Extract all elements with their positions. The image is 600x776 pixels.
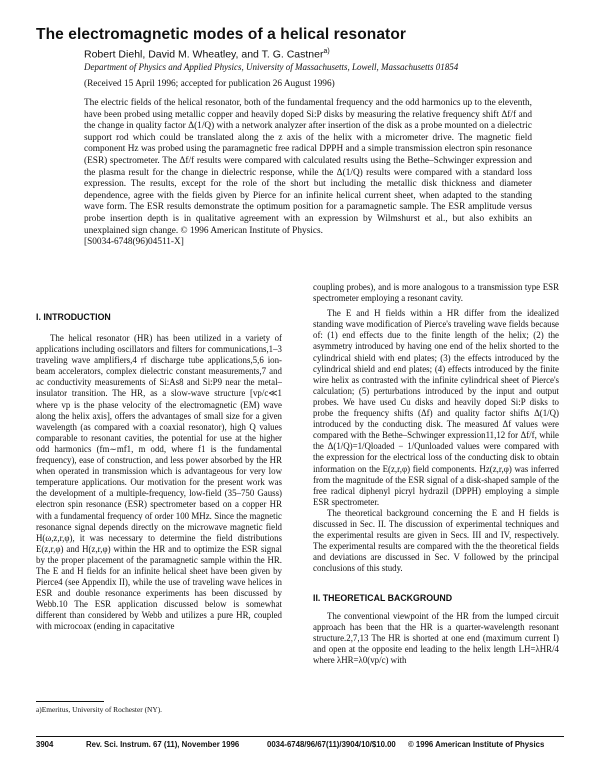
intro-paragraph-fields: The E and H fields within a HR differ from the idealized standing wave modification of Pierce's traveling wave fields because of: (1) end effects due to the finite length of the helix; (2) the asymmetry introduced by having one end of the helix shorted to the cylindrical shield with end plates; (3) the effects introduced by the cylindrical shield and end plates; (4) effects introduced by the finite wire helix as contrasted with the infinite cylindrical sheet of Pierce's calculation; (5) perturbations introduced by the input and output probes. We have used Cu disks and heavily doped Si:P disks to probe the frequency shifts (Δf) and quality factor shifts Δ(1/Q) introduced by the conducting disk. The measured Δf values were compared with the Bethe–Schwinger expression11,12 for Δf/f, while the Δ(1/Q)=1/Qloaded − 1/Qunloaded values were compared with the expression for the electrical loss of the conducting disk to obtain information on the E(z,r,φ) field components. Hz(z,r,φ) was inferred from the magnitude of the ESR signal of a disk-shaped sample of the free radical diphenyl picryl hydrazil (DPPH) employing a simple ESR spectrometer. bbox=[313, 308, 559, 507]
section-heading-theory: II. THEORETICAL BACKGROUND bbox=[313, 593, 453, 603]
article-code: 0034-6748/96/67(11)/3904/10/$10.00 bbox=[267, 740, 396, 749]
footnote: a)Emeritus, University of Rochester (NY). bbox=[36, 705, 163, 714]
theory-column bbox=[313, 611, 559, 666]
page-number: 3904 bbox=[36, 740, 54, 749]
affiliation: Department of Physics and Applied Physics, University of Massachusetts, Lowell, Massachusetts 01854 bbox=[84, 62, 459, 72]
copyright: © 1996 American Institute of Physics bbox=[408, 740, 545, 749]
section-heading-introduction: I. INTRODUCTION bbox=[36, 312, 111, 322]
right-column bbox=[313, 282, 559, 574]
doi: [S0034-6748(96)04511-X] bbox=[84, 237, 184, 248]
theory-paragraph: The conventional viewpoint of the HR from the lumped circuit approach has been that the HR is a quarter-wavelength resonant structure.2,7,13 The HR is shorted at one end (maximum current I) and open at the opposite end leading to the helix length LH=λHR/4 where λHR=λ0(vp/c) with bbox=[313, 611, 559, 666]
received-dates: (Received 15 April 1996; accepted for publication 26 August 1996) bbox=[84, 79, 335, 89]
article-title: The electromagnetic modes of a helical resonator bbox=[36, 26, 407, 43]
left-column bbox=[36, 333, 282, 633]
abstract bbox=[84, 98, 532, 249]
intro-paragraph-outline: The theoretical background concerning the E and H fields is discussed in Sec. II. The discussion of experimental techniques and the experimental results are given in Secs. III and IV, respectively. The experimental results are compared with the the theoretical fields and deviations are discussed in Sec. V followed by the principal conclusions of this study. bbox=[313, 507, 559, 574]
author-footnote-mark: a) bbox=[323, 48, 330, 55]
journal-citation: Rev. Sci. Instrum. 67 (11), November 1996 bbox=[86, 740, 240, 749]
footer-divider bbox=[36, 736, 564, 737]
abstract-text: The electric fields of the helical resonator, both of the fundamental frequency and the odd harmonics up to the eleventh, have been probed using metallic copper and heavily doped Si:P disks by measuring the relative frequency shift Δf/f and the change in quality factor Δ(1/Q) with a network analyzer after insertion of the disk as a probe mounted on a dielectric support rod which could be translated along the z axis of the helix with a micrometer drive. The magnetic field component Hz was probed using the paramagnetic free radical DPPH and a simple transmission electron spin resonance (ESR) spectrometer. The Δf/f results were compared with calculated results using the Bethe–Schwinger expression and the plasma result for the change in dielectric response, while the Δ(1/Q) results were compared with a standard loss expression. The results, except for the role of the short but including the metallic disk thickness and diameter dependence, agree with the fields given by Pierce for an infinite helical current sheet, when adapted to the standing wave form. The ESR results demonstrate the optimum position for a paramagnetic sample. The ESR amplitude versus probe insertion depth is in qualitative agreement with an expression by Wilmshurst et al., but also exhibits an unexplained sign change. © 1996 American Institute of Physics. bbox=[84, 98, 532, 236]
author-list bbox=[84, 48, 330, 61]
intro-continuation: coupling probes), and is more analogous to a transmission type ESR spectrometer employing a resonant cavity. bbox=[313, 282, 559, 304]
intro-paragraph: The helical resonator (HR) has been utilized in a variety of applications including oscillators and filters for communications,1–3 traveling wave amplifiers,4 rf discharge tube applications,5,6 ion-beam accelerators, complex dielectric constant measurements,7 and ac conductivity measurements of Si:As8 and Si:P9 near the metal–insulator transition. The HR, as a slow-wave structure [vp/c≪1 where vp is the phase velocity of the electromagnetic (EM) wave along the helix axis], offers the advantages of small size for a given wavelength (as compared with a coaxial resonator), high Q values comparable to resonant cavities, the potential for use at the higher odd harmonics (fm∼mf1, m odd, where f1 is the fundamental frequency), ease of construction, and less power absorbed by the HR when operated in transmission which is advantageous for very low temperature applications. Our motivation for the present work was the development of a multiple-frequency, low-field (35–750 Gauss) electron spin resonance (ESR) spectrometer based on a copper HR with a fundamental frequency of order 100 MHz. Since the magnetic resonance signal depends directly on the microwave magnetic field H(ω,z,r,φ), it was necessary to determine the field distributions E(z,r,φ) and H(z,r,φ) within the HR and to optimize the ESR signal by the proper placement of the paramagnetic sample within the HR. The E and H fields for an infinite helical sheet have been given by Pierce4 (see Appendix II), while the use of traveling wave helices in ESR and double resonance experiments has been discussed by Webb.10 The ESR application discussed below is somewhat different than considered by Webb and utilizes a pure HR, coupled with microcoax (ending in capacitative bbox=[36, 333, 282, 632]
author-names: Robert Diehl, David M. Wheatley, and T. G. Castner bbox=[84, 48, 324, 61]
footnote-divider bbox=[36, 701, 104, 702]
